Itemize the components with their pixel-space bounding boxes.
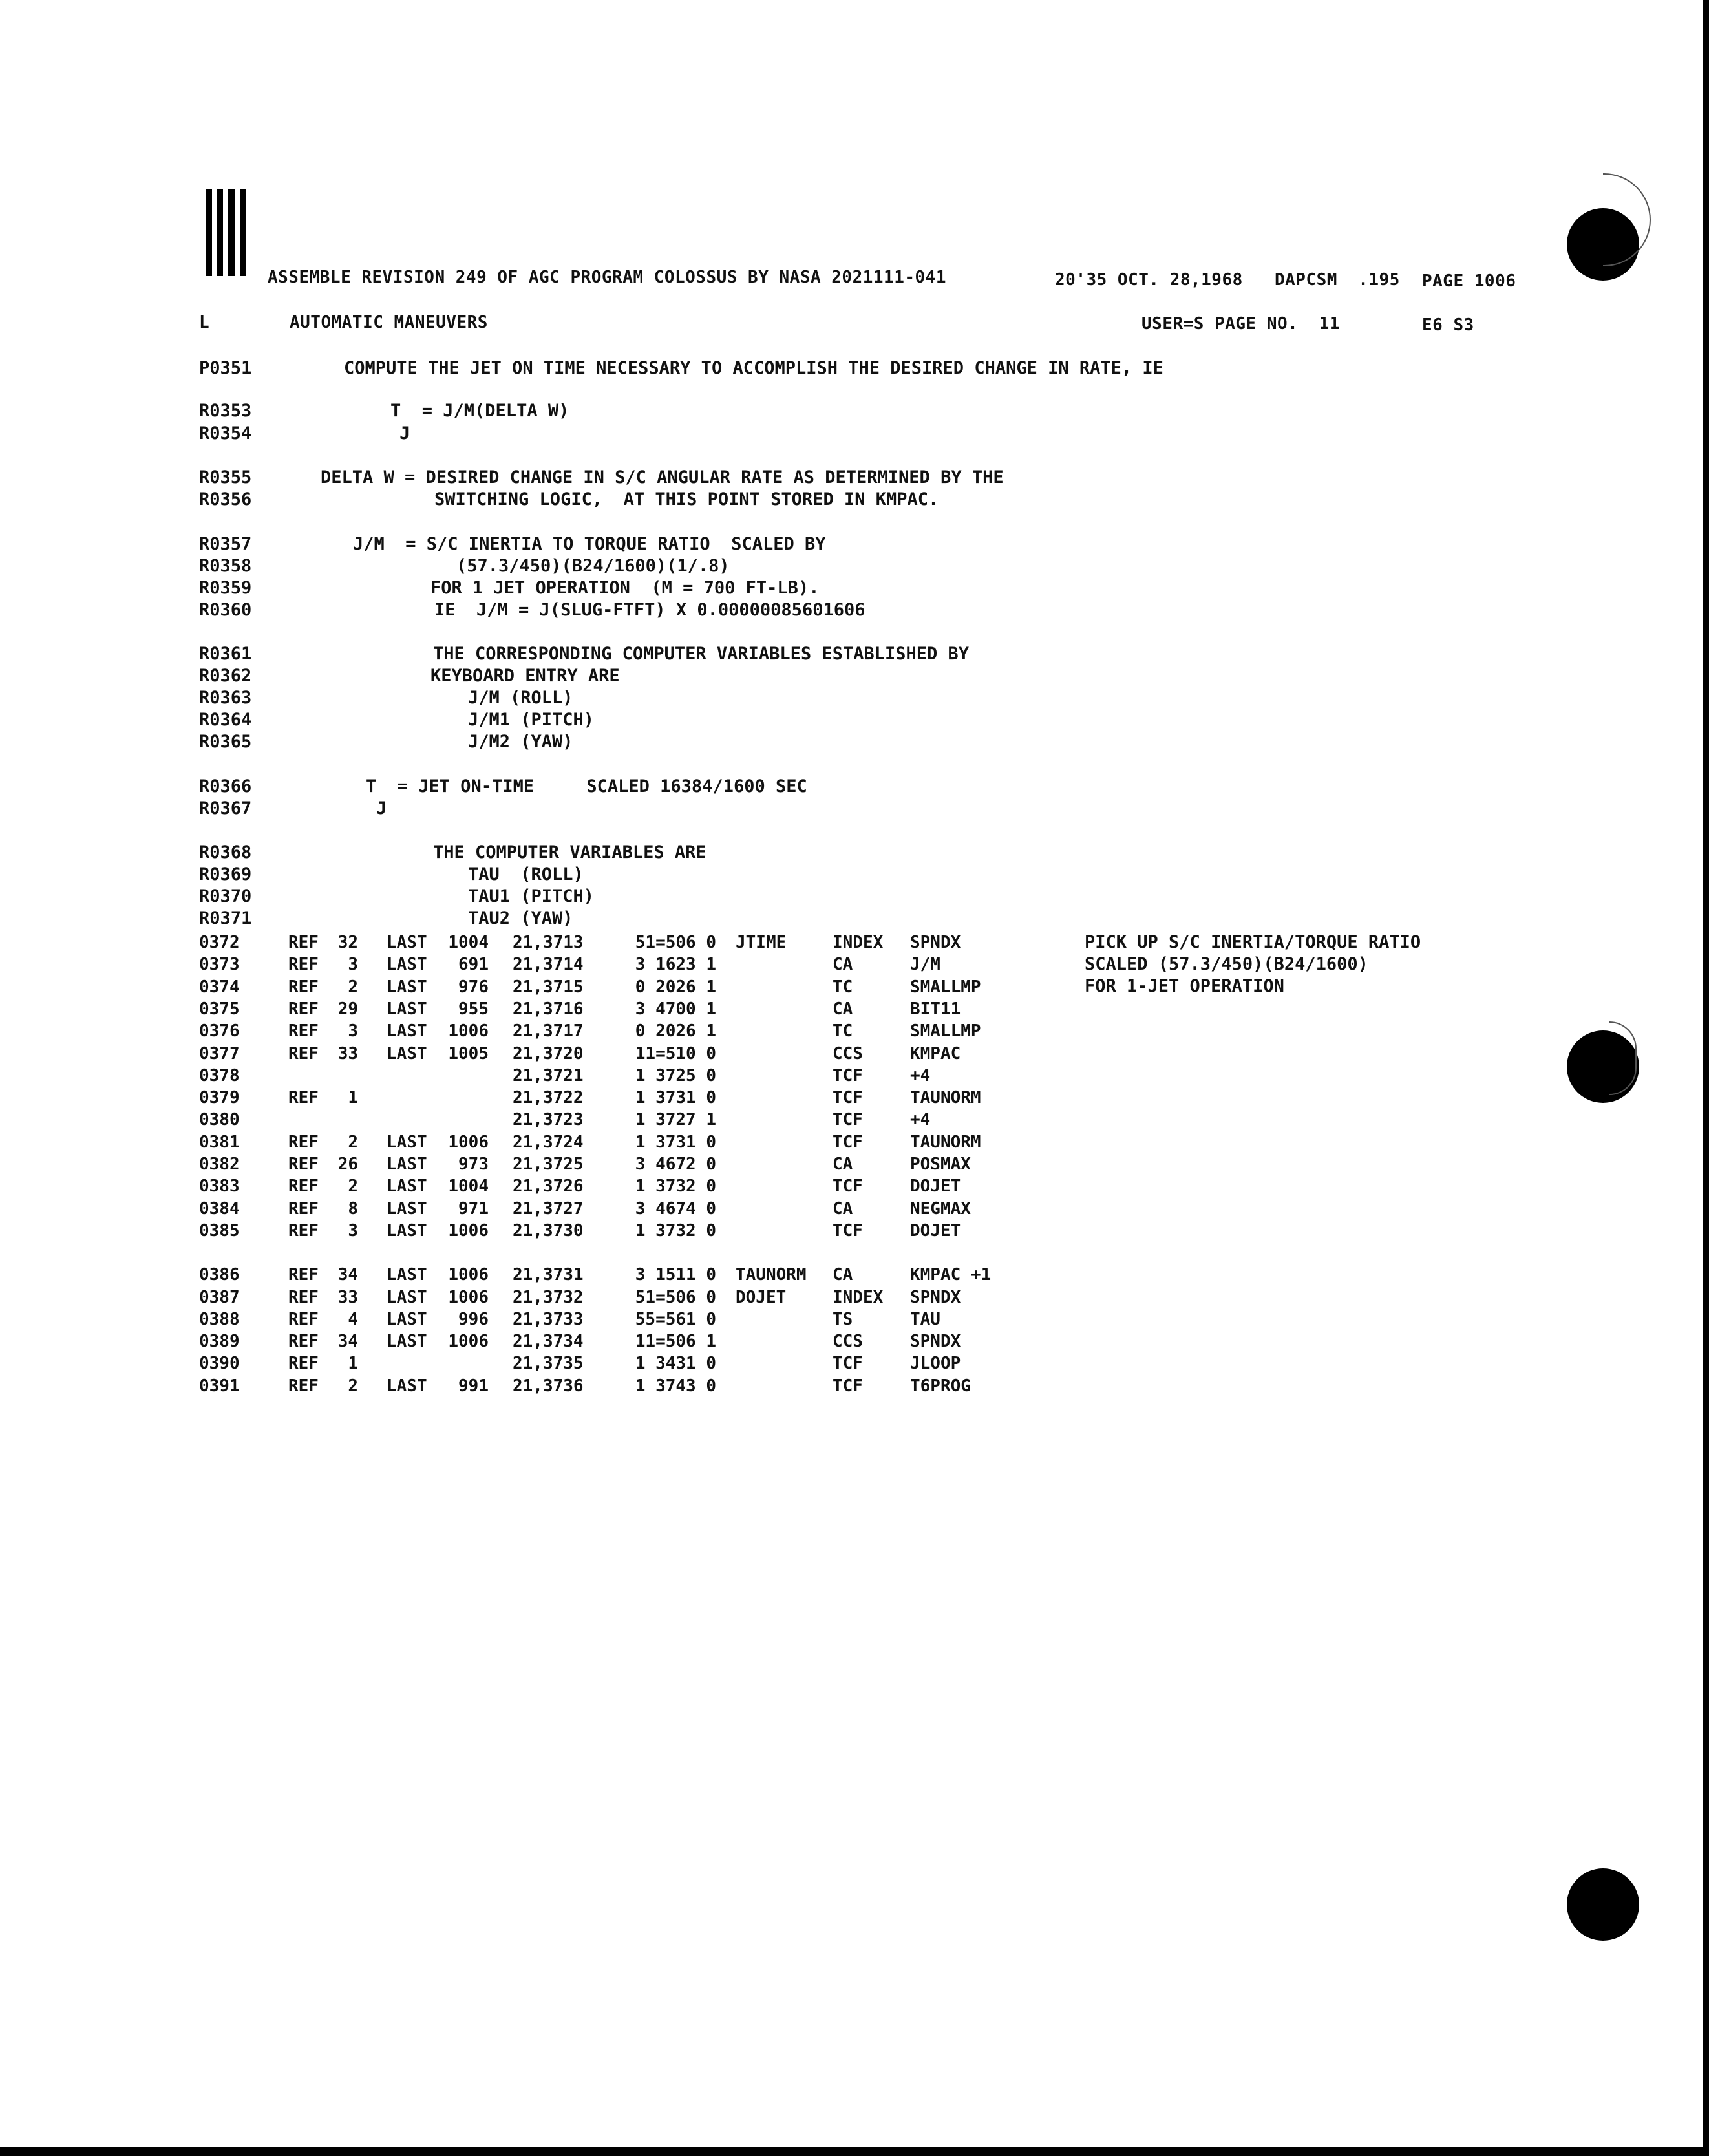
operand: DOJET [910,1221,961,1241]
machine-code: 3 1511 0 [635,1265,716,1285]
line-number: 0391 [199,1376,240,1396]
operand: KMPAC +1 [910,1265,992,1285]
operand: SMALLMP [910,1021,981,1041]
last-line: 1006 [448,1332,489,1352]
machine-code: 3 1623 1 [635,955,716,975]
last-line: 976 [458,977,489,997]
address: 21,3727 [513,1199,584,1219]
machine-code: 1 3727 1 [635,1110,716,1130]
comment-text: (57.3/450)(B24/1600)(1/.8) [456,556,730,576]
line-number: 0378 [199,1065,240,1085]
address: 21,3713 [513,933,584,952]
last-line: 955 [458,999,489,1019]
symbol-label: JTIME [736,933,787,952]
address: 21,3724 [513,1132,584,1152]
comment-text: FOR 1 JET OPERATION (M = 700 FT-LB). [430,578,820,598]
address: 21,3736 [513,1376,584,1396]
listing-timestamp: 20'35 OCT. 28,1968 [1055,270,1243,290]
machine-code: 0 2026 1 [635,977,716,997]
line-number: 0384 [199,1199,240,1219]
ref-marker: REF [288,1221,319,1241]
operand: KMPAC [910,1043,961,1063]
machine-code: 3 4674 0 [635,1199,716,1219]
last-line: 1006 [448,1265,489,1285]
address: 21,3722 [513,1088,584,1108]
opcode: TCF [833,1177,863,1197]
last-marker: LAST [387,977,427,997]
opcode: TCF [833,1221,863,1241]
opcode: CCS [833,1332,863,1352]
line-number: P0351 [199,358,252,378]
ref-marker: REF [288,1199,319,1219]
comment-text: DELTA W = DESIRED CHANGE IN S/C ANGULAR RATE AS DETERMINED BY THE [321,467,1004,487]
address: 21,3735 [513,1354,584,1374]
line-number: R0370 [199,886,252,906]
machine-code: 11=506 1 [635,1332,716,1352]
machine-code: 1 3431 0 [635,1354,716,1374]
machine-code: 1 3731 0 [635,1088,716,1108]
opcode: CA [833,955,853,975]
line-number: R0362 [199,666,252,686]
operand: SPNDX [910,1287,961,1307]
line-number: R0360 [199,600,252,620]
operand: POSMAX [910,1155,971,1174]
comment-text: J [399,423,410,443]
line-number: R0361 [199,644,252,664]
line-number: 0379 [199,1088,240,1108]
symbol-label: TAUNORM [736,1265,807,1285]
ref-marker: REF [288,1021,319,1041]
line-number: 0377 [199,1043,240,1063]
listing-page: PAGE 1006 [1422,272,1516,291]
last-marker: LAST [387,1177,427,1197]
line-number: 0374 [199,977,240,997]
last-marker: LAST [387,933,427,952]
comment-text: THE COMPUTER VARIABLES ARE [433,842,706,862]
line-number: 0389 [199,1332,240,1352]
opcode: CA [833,1155,853,1174]
address: 21,3715 [513,977,584,997]
ref-count: 29 [337,999,358,1019]
last-line: 996 [458,1309,489,1329]
ref-count: 32 [337,933,358,952]
machine-code: 51=506 0 [635,1287,716,1307]
opcode: INDEX [833,933,884,952]
last-marker: LAST [387,1287,427,1307]
ref-count: 26 [337,1155,358,1174]
operand: BIT11 [910,999,961,1019]
operand: +4 [910,1110,931,1130]
operand: NEGMAX [910,1199,971,1219]
side-note: PICK UP S/C INERTIA/TORQUE RATIO [1085,932,1421,952]
opcode: TCF [833,1376,863,1396]
opcode: CCS [833,1043,863,1063]
line-number: 0385 [199,1221,240,1241]
last-marker: LAST [387,1309,427,1329]
address: 21,3733 [513,1309,584,1329]
section-title: AUTOMATIC MANEUVERS [290,313,488,332]
operand: SPNDX [910,933,961,952]
line-number: R0367 [199,798,252,818]
line-number: R0354 [199,423,252,443]
page-edge-right [1703,0,1709,2156]
ref-count: 1 [348,1088,358,1108]
operand: TAU [910,1309,940,1329]
punch-arc-icon [1603,173,1651,266]
ref-marker: REF [288,977,319,997]
address: 21,3723 [513,1110,584,1130]
line-number: 0387 [199,1287,240,1307]
comment-text: THE CORRESPONDING COMPUTER VARIABLES ESTABLISHED BY [433,644,970,664]
ref-count: 33 [337,1043,358,1063]
ref-marker: REF [288,955,319,975]
ref-count: 34 [337,1332,358,1352]
comment-text: KEYBOARD ENTRY ARE [430,666,620,686]
ref-marker: REF [288,1265,319,1285]
line-number: 0390 [199,1354,240,1374]
last-marker: LAST [387,1221,427,1241]
comment-text: J [376,798,387,818]
last-line: 991 [458,1376,489,1396]
opcode: TCF [833,1132,863,1152]
last-line: 1004 [448,1177,489,1197]
line-number: R0363 [199,688,252,708]
address: 21,3731 [513,1265,584,1285]
listing-code: E6 S3 [1422,315,1474,335]
punch-hole-icon [1567,1868,1639,1941]
address: 21,3716 [513,999,584,1019]
opcode: TCF [833,1110,863,1130]
last-marker: LAST [387,1155,427,1174]
comment-text: J/M2 (YAW) [468,732,573,752]
line-number: R0369 [199,864,252,884]
machine-code: 51=506 0 [635,933,716,952]
line-number: 0380 [199,1110,240,1130]
machine-code: 1 3732 0 [635,1177,716,1197]
last-marker: LAST [387,955,427,975]
listing-flag: L [199,313,210,332]
ref-marker: REF [288,1177,319,1197]
ref-count: 3 [348,1021,358,1041]
line-number: R0353 [199,401,252,421]
ref-count: 1 [348,1354,358,1374]
opcode: TCF [833,1065,863,1085]
address: 21,3730 [513,1221,584,1241]
opcode: INDEX [833,1287,884,1307]
comment-text: TAU (ROLL) [468,864,584,884]
last-marker: LAST [387,1132,427,1152]
line-number: R0371 [199,908,252,928]
line-number: 0372 [199,933,240,952]
ref-marker: REF [288,1287,319,1307]
last-line: 1005 [448,1043,489,1063]
last-line: 1006 [448,1132,489,1152]
opcode: TCF [833,1088,863,1108]
ref-count: 2 [348,1177,358,1197]
operand: SPNDX [910,1332,961,1352]
comment-text: J/M1 (PITCH) [468,710,595,730]
side-note: SCALED (57.3/450)(B24/1600) [1085,954,1368,974]
ref-marker: REF [288,1309,319,1329]
machine-code: 1 3731 0 [635,1132,716,1152]
machine-code: 0 2026 1 [635,1021,716,1041]
address: 21,3720 [513,1043,584,1063]
ref-marker: REF [288,933,319,952]
binder-mark-icon [206,189,246,276]
ref-count: 4 [348,1309,358,1329]
address: 21,3734 [513,1332,584,1352]
line-number: R0368 [199,842,252,862]
line-number: 0382 [199,1155,240,1174]
ref-marker: REF [288,1332,319,1352]
operand: TAUNORM [910,1088,981,1108]
machine-code: 1 3743 0 [635,1376,716,1396]
comment-text: T = JET ON-TIME SCALED 16384/1600 SEC [366,776,807,796]
line-number: R0356 [199,489,252,509]
ref-marker: REF [288,1376,319,1396]
user-page-number: USER=S PAGE NO. 11 [1141,314,1340,334]
machine-code: 3 4700 1 [635,999,716,1019]
ref-count: 33 [337,1287,358,1307]
operand: JLOOP [910,1354,961,1374]
opcode: TC [833,977,853,997]
comment-text: IE J/M = J(SLUG-FTFT) X 0.00000085601606 [434,600,865,620]
ref-marker: REF [288,1354,319,1374]
last-marker: LAST [387,1376,427,1396]
last-line: 973 [458,1155,489,1174]
ref-count: 2 [348,1376,358,1396]
ref-count: 2 [348,977,358,997]
line-number: 0376 [199,1021,240,1041]
comment-text: TAU1 (PITCH) [468,886,595,906]
line-number: 0388 [199,1309,240,1329]
ref-marker: REF [288,1043,319,1063]
last-marker: LAST [387,999,427,1019]
opcode: TS [833,1309,853,1329]
last-line: 1004 [448,933,489,952]
last-marker: LAST [387,1265,427,1285]
last-marker: LAST [387,1021,427,1041]
last-marker: LAST [387,1199,427,1219]
page-edge-bottom [0,2147,1709,2156]
operand: DOJET [910,1177,961,1197]
comment-text: TAU2 (YAW) [468,908,573,928]
machine-code: 11=510 0 [635,1043,716,1063]
last-line: 1006 [448,1287,489,1307]
operand: T6PROG [910,1376,971,1396]
line-number: R0365 [199,732,252,752]
line-number: 0386 [199,1265,240,1285]
side-note: FOR 1-JET OPERATION [1085,976,1284,996]
operand: SMALLMP [910,977,981,997]
comment-text: J/M = S/C INERTIA TO TORQUE RATIO SCALED BY [353,534,826,554]
line-number: R0366 [199,776,252,796]
line-number: R0358 [199,556,252,576]
machine-code: 1 3732 0 [635,1221,716,1241]
last-marker: LAST [387,1332,427,1352]
comment-text: COMPUTE THE JET ON TIME NECESSARY TO ACCOMPLISH THE DESIRED CHANGE IN RATE, IE [344,358,1163,378]
operand: J/M [910,955,940,975]
last-marker: LAST [387,1043,427,1063]
listing-dapcsm: DAPCSM .195 [1275,270,1400,290]
operand: +4 [910,1065,931,1085]
opcode: TC [833,1021,853,1041]
address: 21,3714 [513,955,584,975]
opcode: TCF [833,1354,863,1374]
line-number: 0373 [199,955,240,975]
line-number: R0355 [199,467,252,487]
last-line: 1006 [448,1021,489,1041]
opcode: CA [833,1265,853,1285]
line-number: R0357 [199,534,252,554]
ref-count: 3 [348,955,358,975]
ref-marker: REF [288,1132,319,1152]
ref-marker: REF [288,1088,319,1108]
ref-count: 34 [337,1265,358,1285]
symbol-label: DOJET [736,1287,787,1307]
address: 21,3732 [513,1287,584,1307]
opcode: CA [833,999,853,1019]
line-number: 0375 [199,999,240,1019]
address: 21,3717 [513,1021,584,1041]
last-line: 691 [458,955,489,975]
ref-count: 2 [348,1132,358,1152]
line-number: R0359 [199,578,252,598]
line-number: 0383 [199,1177,240,1197]
opcode: CA [833,1199,853,1219]
comment-text: SWITCHING LOGIC, AT THIS POINT STORED IN KMPAC. [434,489,939,509]
comment-text: J/M (ROLL) [468,688,573,708]
address: 21,3726 [513,1177,584,1197]
address: 21,3725 [513,1155,584,1174]
ref-marker: REF [288,999,319,1019]
last-line: 971 [458,1199,489,1219]
listing-title: ASSEMBLE REVISION 249 OF AGC PROGRAM COLOSSUS BY NASA 2021111-041 [268,268,946,287]
machine-code: 1 3725 0 [635,1065,716,1085]
machine-code: 55=561 0 [635,1309,716,1329]
ref-count: 8 [348,1199,358,1219]
last-line: 1006 [448,1221,489,1241]
address: 21,3721 [513,1065,584,1085]
line-number: 0381 [199,1132,240,1152]
ref-count: 3 [348,1221,358,1241]
machine-code: 3 4672 0 [635,1155,716,1174]
line-number: R0364 [199,710,252,730]
operand: TAUNORM [910,1132,981,1152]
ref-marker: REF [288,1155,319,1174]
comment-text: T = J/M(DELTA W) [390,401,569,421]
